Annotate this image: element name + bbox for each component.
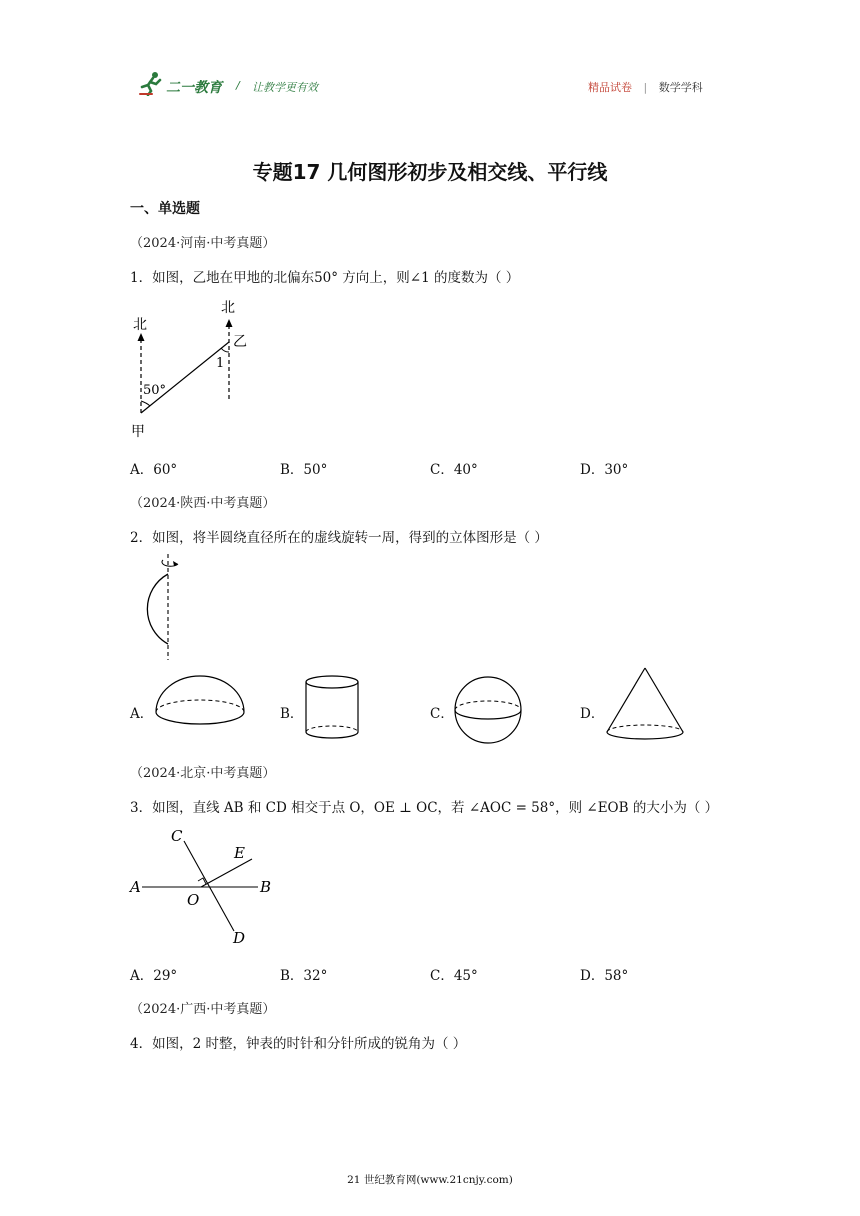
point-c-label: C	[171, 827, 183, 845]
intersecting-lines-figure	[126, 823, 286, 951]
option-c[interactable]: C．40°	[430, 462, 478, 478]
semicircle-figure	[122, 552, 192, 662]
section-heading: 一、单选题	[130, 201, 200, 217]
option-a[interactable]: A．60°	[130, 462, 178, 478]
page-title: 专题17 几何图形初步及相交线、平行线	[252, 160, 608, 184]
question-text: 2．如图，将半圆绕直径所在的虚线旋转一周，得到的立体图形是（ ）	[130, 530, 548, 546]
option-d[interactable]: D．30°	[580, 462, 629, 478]
option-b[interactable]: B．50°	[280, 462, 328, 478]
hemisphere-icon[interactable]	[152, 674, 248, 734]
point-d-label: D	[233, 929, 246, 947]
option-c[interactable]: C．	[430, 706, 454, 722]
header	[0, 0, 860, 110]
north-label-left: 北	[133, 317, 147, 333]
cone-icon[interactable]	[604, 664, 686, 746]
point-a-label: A	[130, 878, 141, 896]
option-c[interactable]: C．45°	[430, 968, 478, 984]
jia-label: 甲	[131, 424, 145, 440]
option-a[interactable]: A．	[130, 706, 154, 722]
option-d[interactable]: D．	[580, 706, 605, 722]
point-o-label: O	[187, 891, 200, 909]
logo-text: 二一教育	[166, 80, 222, 96]
question-source: （2024·陕西·中考真题）	[130, 496, 276, 511]
option-d[interactable]: D．58°	[580, 968, 629, 984]
question-text: 3．如图，直线 AB 和 CD 相交于点 O，OE ⊥ OC，若 ∠AOC = 58°，则 ∠EOB 的大小为（ ）	[130, 800, 719, 816]
question-text: 1．如图，乙地在甲地的北偏东50° 方向上，则∠1 的度数为（ ）	[130, 270, 520, 286]
question-text: 4．如图，2 时整，钟表的时针和分针所成的锐角为（ ）	[130, 1036, 467, 1052]
sphere-icon[interactable]	[452, 674, 524, 746]
angle-50-label: 50°	[143, 383, 167, 398]
direction-figure	[120, 295, 260, 443]
logo-divider-slash: /	[236, 79, 240, 92]
question-source: （2024·北京·中考真题）	[130, 766, 276, 781]
cylinder-icon[interactable]	[302, 672, 362, 742]
yi-label: 乙	[233, 334, 247, 350]
north-label-right: 北	[221, 300, 235, 316]
point-e-label: E	[234, 844, 245, 862]
angle-1-label: 1	[216, 356, 225, 371]
header-right	[588, 79, 703, 95]
tag-premium-exam: 精品试卷	[588, 81, 632, 94]
slogan: 让教学更有效	[252, 81, 318, 94]
page-footer: 21 世纪教育网(www.21cnjy.com)	[347, 1174, 513, 1186]
logo-runner-icon	[138, 70, 164, 96]
connecting-line	[141, 342, 229, 413]
option-b[interactable]: B．	[280, 706, 304, 722]
option-a[interactable]: A．29°	[130, 968, 178, 984]
question-source: （2024·河南·中考真题）	[130, 236, 276, 251]
subject-label: 数学学科	[658, 81, 703, 94]
option-b[interactable]: B．32°	[280, 968, 328, 984]
point-b-label: B	[260, 878, 272, 896]
header-divider: |	[643, 81, 648, 94]
question-source: （2024·广西·中考真题）	[130, 1002, 276, 1017]
